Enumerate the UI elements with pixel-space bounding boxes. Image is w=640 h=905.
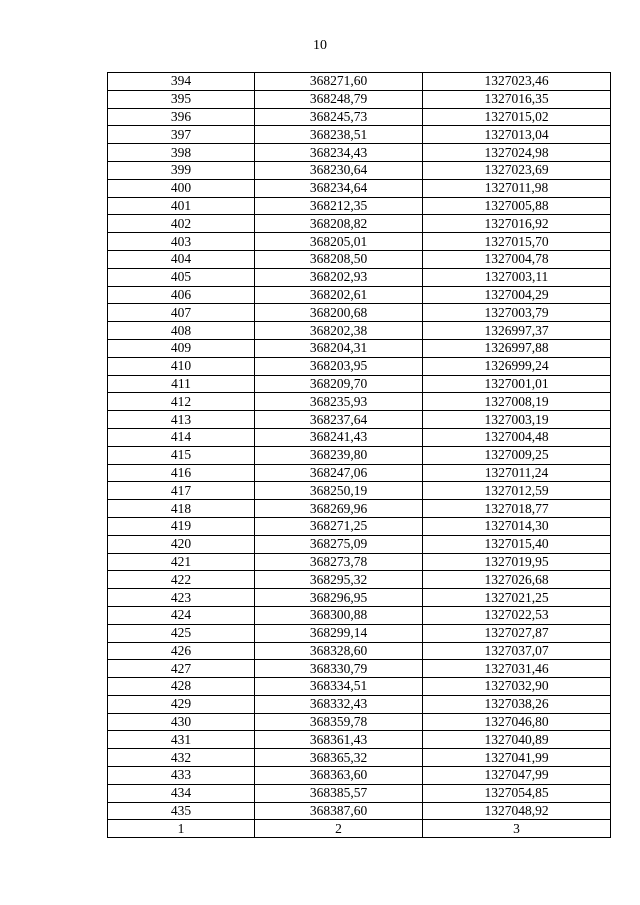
x-coordinate-cell: 368330,79 <box>255 660 423 678</box>
table-row <box>108 215 611 233</box>
y-coordinate-cell: 1327016,92 <box>423 215 611 233</box>
table-row <box>108 411 611 429</box>
point-number-cell: 417 <box>108 482 255 500</box>
y-coordinate-cell: 1327005,88 <box>423 197 611 215</box>
y-coordinate-cell: 1327027,87 <box>423 624 611 642</box>
x-coordinate-cell: 368212,35 <box>255 197 423 215</box>
x-coordinate-cell: 368365,32 <box>255 749 423 767</box>
x-coordinate-cell: 368385,57 <box>255 784 423 802</box>
point-number-cell: 423 <box>108 589 255 607</box>
table-row <box>108 731 611 749</box>
table-row <box>108 446 611 464</box>
point-number-cell: 408 <box>108 322 255 340</box>
point-number-cell: 426 <box>108 642 255 660</box>
table-row <box>108 322 611 340</box>
point-number-cell: 402 <box>108 215 255 233</box>
table-row <box>108 464 611 482</box>
table-row <box>108 286 611 304</box>
y-coordinate-cell: 1327014,30 <box>423 517 611 535</box>
table-row <box>108 268 611 286</box>
y-coordinate-cell: 1327054,85 <box>423 784 611 802</box>
table-row <box>108 304 611 322</box>
point-number-cell: 425 <box>108 624 255 642</box>
x-coordinate-cell: 368387,60 <box>255 802 423 820</box>
point-number-cell: 416 <box>108 464 255 482</box>
x-coordinate-cell: 368363,60 <box>255 767 423 785</box>
y-coordinate-cell: 1327023,69 <box>423 161 611 179</box>
x-coordinate-cell: 368334,51 <box>255 678 423 696</box>
column-number-cell: 3 <box>423 820 611 838</box>
table-row <box>108 500 611 518</box>
x-coordinate-cell: 368361,43 <box>255 731 423 749</box>
y-coordinate-cell: 1327026,68 <box>423 571 611 589</box>
x-coordinate-cell: 368269,96 <box>255 500 423 518</box>
y-coordinate-cell: 1327003,79 <box>423 304 611 322</box>
x-coordinate-cell: 368202,38 <box>255 322 423 340</box>
point-number-cell: 427 <box>108 660 255 678</box>
point-number-cell: 434 <box>108 784 255 802</box>
x-coordinate-cell: 368296,95 <box>255 589 423 607</box>
y-coordinate-cell: 1327031,46 <box>423 660 611 678</box>
y-coordinate-cell: 1327011,98 <box>423 179 611 197</box>
table-row <box>108 375 611 393</box>
point-number-cell: 411 <box>108 375 255 393</box>
x-coordinate-cell: 368271,60 <box>255 73 423 91</box>
point-number-cell: 421 <box>108 553 255 571</box>
table-row <box>108 784 611 802</box>
point-number-cell: 424 <box>108 606 255 624</box>
point-number-cell: 420 <box>108 535 255 553</box>
table-row <box>108 197 611 215</box>
y-coordinate-cell: 1327040,89 <box>423 731 611 749</box>
table-row <box>108 126 611 144</box>
x-coordinate-cell: 368328,60 <box>255 642 423 660</box>
table-row <box>108 767 611 785</box>
point-number-cell: 431 <box>108 731 255 749</box>
point-number-cell: 405 <box>108 268 255 286</box>
x-coordinate-cell: 368359,78 <box>255 713 423 731</box>
point-number-cell: 433 <box>108 767 255 785</box>
y-coordinate-cell: 1327046,80 <box>423 713 611 731</box>
table-row <box>108 535 611 553</box>
page-number: 10 <box>313 38 327 53</box>
coordinates-table <box>107 72 611 838</box>
table-row <box>108 250 611 268</box>
y-coordinate-cell: 1327022,53 <box>423 606 611 624</box>
table-row <box>108 749 611 767</box>
x-coordinate-cell: 368273,78 <box>255 553 423 571</box>
x-coordinate-cell: 368209,70 <box>255 375 423 393</box>
table-row <box>108 713 611 731</box>
y-coordinate-cell: 1327008,19 <box>423 393 611 411</box>
x-coordinate-cell: 368234,43 <box>255 144 423 162</box>
point-number-cell: 394 <box>108 73 255 91</box>
y-coordinate-cell: 1327018,77 <box>423 500 611 518</box>
column-number-row <box>108 820 611 838</box>
x-coordinate-cell: 368204,31 <box>255 339 423 357</box>
y-coordinate-cell: 1327015,02 <box>423 108 611 126</box>
y-coordinate-cell: 1327004,29 <box>423 286 611 304</box>
table-row <box>108 179 611 197</box>
table-row <box>108 606 611 624</box>
table-row <box>108 589 611 607</box>
x-coordinate-cell: 368200,68 <box>255 304 423 322</box>
column-number-cell: 1 <box>108 820 255 838</box>
table-row <box>108 695 611 713</box>
x-coordinate-cell: 368250,19 <box>255 482 423 500</box>
y-coordinate-cell: 1327015,40 <box>423 535 611 553</box>
table-row <box>108 428 611 446</box>
point-number-cell: 401 <box>108 197 255 215</box>
y-coordinate-cell: 1327024,98 <box>423 144 611 162</box>
x-coordinate-cell: 368332,43 <box>255 695 423 713</box>
point-number-cell: 419 <box>108 517 255 535</box>
point-number-cell: 406 <box>108 286 255 304</box>
y-coordinate-cell: 1327003,19 <box>423 411 611 429</box>
point-number-cell: 430 <box>108 713 255 731</box>
table-row <box>108 802 611 820</box>
point-number-cell: 435 <box>108 802 255 820</box>
coordinates-table-body <box>108 73 611 838</box>
table-row <box>108 144 611 162</box>
x-coordinate-cell: 368271,25 <box>255 517 423 535</box>
x-coordinate-cell: 368203,95 <box>255 357 423 375</box>
point-number-cell: 418 <box>108 500 255 518</box>
x-coordinate-cell: 368205,01 <box>255 233 423 251</box>
y-coordinate-cell: 1327023,46 <box>423 73 611 91</box>
y-coordinate-cell: 1326997,37 <box>423 322 611 340</box>
x-coordinate-cell: 368248,79 <box>255 90 423 108</box>
point-number-cell: 400 <box>108 179 255 197</box>
y-coordinate-cell: 1327038,26 <box>423 695 611 713</box>
x-coordinate-cell: 368202,61 <box>255 286 423 304</box>
table-row <box>108 624 611 642</box>
x-coordinate-cell: 368237,64 <box>255 411 423 429</box>
x-coordinate-cell: 368238,51 <box>255 126 423 144</box>
y-coordinate-cell: 1327032,90 <box>423 678 611 696</box>
x-coordinate-cell: 368295,32 <box>255 571 423 589</box>
table-row <box>108 660 611 678</box>
table-row <box>108 482 611 500</box>
y-coordinate-cell: 1327037,07 <box>423 642 611 660</box>
x-coordinate-cell: 368245,73 <box>255 108 423 126</box>
x-coordinate-cell: 368202,93 <box>255 268 423 286</box>
table-row <box>108 339 611 357</box>
table-row <box>108 357 611 375</box>
point-number-cell: 432 <box>108 749 255 767</box>
point-number-cell: 398 <box>108 144 255 162</box>
x-coordinate-cell: 368239,80 <box>255 446 423 464</box>
x-coordinate-cell: 368235,93 <box>255 393 423 411</box>
table-row <box>108 553 611 571</box>
x-coordinate-cell: 368208,50 <box>255 250 423 268</box>
x-coordinate-cell: 368208,82 <box>255 215 423 233</box>
y-coordinate-cell: 1326997,88 <box>423 339 611 357</box>
y-coordinate-cell: 1327003,11 <box>423 268 611 286</box>
y-coordinate-cell: 1327009,25 <box>423 446 611 464</box>
table-row <box>108 108 611 126</box>
x-coordinate-cell: 368241,43 <box>255 428 423 446</box>
point-number-cell: 422 <box>108 571 255 589</box>
point-number-cell: 429 <box>108 695 255 713</box>
point-number-cell: 410 <box>108 357 255 375</box>
y-coordinate-cell: 1327004,78 <box>423 250 611 268</box>
y-coordinate-cell: 1327001,01 <box>423 375 611 393</box>
point-number-cell: 399 <box>108 161 255 179</box>
table-row <box>108 161 611 179</box>
point-number-cell: 409 <box>108 339 255 357</box>
y-coordinate-cell: 1327016,35 <box>423 90 611 108</box>
x-coordinate-cell: 368300,88 <box>255 606 423 624</box>
point-number-cell: 407 <box>108 304 255 322</box>
y-coordinate-cell: 1327013,04 <box>423 126 611 144</box>
y-coordinate-cell: 1327011,24 <box>423 464 611 482</box>
point-number-cell: 412 <box>108 393 255 411</box>
x-coordinate-cell: 368230,64 <box>255 161 423 179</box>
point-number-cell: 396 <box>108 108 255 126</box>
x-coordinate-cell: 368234,64 <box>255 179 423 197</box>
y-coordinate-cell: 1327015,70 <box>423 233 611 251</box>
table-row <box>108 393 611 411</box>
point-number-cell: 404 <box>108 250 255 268</box>
point-number-cell: 414 <box>108 428 255 446</box>
x-coordinate-cell: 368299,14 <box>255 624 423 642</box>
table-row <box>108 642 611 660</box>
y-coordinate-cell: 1327047,99 <box>423 767 611 785</box>
x-coordinate-cell: 368275,09 <box>255 535 423 553</box>
point-number-cell: 397 <box>108 126 255 144</box>
table-row <box>108 571 611 589</box>
point-number-cell: 403 <box>108 233 255 251</box>
table-row <box>108 678 611 696</box>
y-coordinate-cell: 1326999,24 <box>423 357 611 375</box>
x-coordinate-cell: 368247,06 <box>255 464 423 482</box>
table-row <box>108 233 611 251</box>
table-row <box>108 517 611 535</box>
y-coordinate-cell: 1327004,48 <box>423 428 611 446</box>
y-coordinate-cell: 1327021,25 <box>423 589 611 607</box>
point-number-cell: 395 <box>108 90 255 108</box>
y-coordinate-cell: 1327048,92 <box>423 802 611 820</box>
point-number-cell: 413 <box>108 411 255 429</box>
y-coordinate-cell: 1327019,95 <box>423 553 611 571</box>
y-coordinate-cell: 1327041,99 <box>423 749 611 767</box>
point-number-cell: 415 <box>108 446 255 464</box>
table-row <box>108 90 611 108</box>
table-row <box>108 73 611 91</box>
column-number-cell: 2 <box>255 820 423 838</box>
point-number-cell: 428 <box>108 678 255 696</box>
y-coordinate-cell: 1327012,59 <box>423 482 611 500</box>
